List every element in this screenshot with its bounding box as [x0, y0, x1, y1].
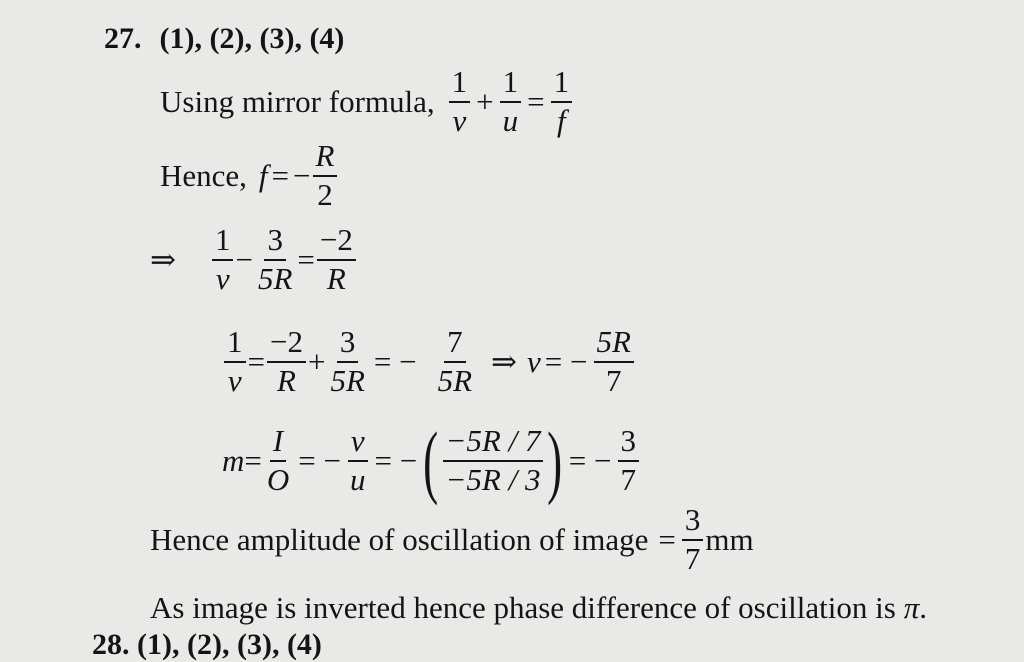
- next-question-partial: 28. (1), (2), (3), (4): [92, 628, 322, 661]
- right-parenthesis: ): [547, 415, 563, 506]
- amplitude-unit: mm: [705, 521, 754, 557]
- left-parenthesis: (: [423, 415, 439, 506]
- hence-f-line: Hence, f = − $\frac{R}{2}$: [160, 140, 339, 211]
- hence-label: Hence,: [160, 157, 247, 193]
- fraction: $\frac{7}{5R}$: [437, 324, 473, 398]
- phase-text: As image is inverted hence phase difference of oscillation is: [150, 590, 896, 625]
- fraction: $\frac{3}{5R}$: [257, 222, 293, 296]
- mirror-intro-text: Using mirror formula,: [160, 83, 435, 119]
- phase-line: As image is inverted hence phase difference of oscillation is π .: [150, 590, 928, 625]
- amplitude-text: Hence amplitude of oscillation of image: [150, 521, 649, 557]
- fraction-r-over-2: $\frac{R}{2}$: [313, 140, 338, 211]
- fraction: $\frac{-2}{R}$: [317, 224, 356, 295]
- fraction: $\frac{v}{u}$: [347, 425, 369, 496]
- implies-arrow-icon: ⇒: [491, 343, 518, 379]
- fraction: $\frac{-5R / 7}{-5R / 3}$: [443, 425, 544, 496]
- fraction: $\frac{3}{5R}$: [330, 324, 365, 398]
- equation-step-2: $\frac{1}{v}$ = $\frac{-2}{R}$ + $\frac{3}{5R}$ = − $\frac{7}{5R}$ ⇒ v = − $\frac{5R}{7}$: [222, 326, 636, 397]
- amplitude-line: Hence amplitude of oscillation of image = $\frac{3}{7}$ mm: [150, 502, 754, 576]
- fraction: $\frac{-2}{R}$: [267, 326, 306, 397]
- fraction-3-over-7: $\frac{3}{7}$: [682, 504, 704, 575]
- question-number: 27.: [104, 22, 142, 55]
- question-header: [104, 22, 344, 56]
- mirror-formula-line: Using mirror formula, $\frac{1}{v}$ + $\frac{1}{u}$ = $\frac{1}{f}$: [160, 66, 574, 137]
- fraction: $\frac{I}{O}$: [266, 423, 290, 497]
- question-answer: (1), (2), (3), (4): [159, 22, 345, 55]
- fraction: $\frac{5R}{7}$: [594, 326, 634, 397]
- fraction-1-over-v: $\frac{1}{v}$: [449, 66, 471, 137]
- fraction-1-over-u: $\frac{1}{u}$: [500, 66, 522, 137]
- fraction: $\frac{3}{7}$: [618, 425, 640, 496]
- equation-step-1: ⇒ $\frac{1}{v}$ − $\frac{3}{5R}$ = $\frac{-2}{R}$: [150, 224, 358, 295]
- fraction-1-over-f: $\frac{1}{f}$: [551, 66, 573, 137]
- pi-symbol: π: [903, 590, 920, 625]
- equation-step-3: m = $\frac{I}{O}$ = − $\frac{v}{u}$ = − ( $\frac{-5R / 7}{-5R / 3}$ ) = − $\frac{3}{7}$: [222, 420, 641, 502]
- fraction: $\frac{1}{v}$: [224, 326, 246, 397]
- fraction: $\frac{1}{v}$: [212, 224, 234, 295]
- implies-arrow-icon: ⇒: [150, 241, 176, 277]
